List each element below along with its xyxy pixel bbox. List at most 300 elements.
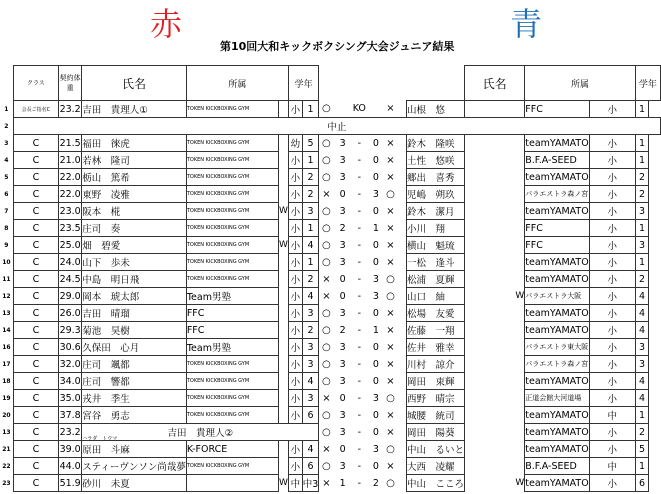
blue-fighter-affiliation: teamYAMATO bbox=[525, 135, 589, 152]
contract-weight: 37.8 bbox=[59, 407, 82, 424]
blue-school-year: 5 bbox=[635, 441, 649, 458]
blue-result-mark: × bbox=[386, 256, 395, 268]
contract-weight: 24.0 bbox=[59, 254, 82, 271]
col-header-blue-affiliation: 所属 bbox=[525, 66, 635, 101]
red-school-level: 小 bbox=[288, 339, 302, 356]
bout-number: 9 bbox=[4, 241, 9, 249]
bout-class: C bbox=[13, 458, 58, 475]
blue-fighter-affiliation: パラエストラ大阪 bbox=[525, 288, 589, 305]
contract-weight: 39.0 bbox=[59, 441, 82, 458]
blue-judge-score: 3 bbox=[372, 188, 379, 200]
contract-weight: 23.5 bbox=[59, 220, 82, 237]
bout-row bbox=[0, 237, 661, 254]
blue-result-mark: ○ bbox=[386, 392, 395, 404]
blue-result-mark: × bbox=[386, 409, 395, 421]
bout-class: C bbox=[13, 271, 58, 288]
bout-number: 6 bbox=[4, 190, 9, 198]
bout-row bbox=[0, 118, 661, 135]
bout-number: 11 bbox=[2, 275, 11, 283]
red-weight-mark: W bbox=[278, 478, 288, 488]
blue-fighter-affiliation: パラエストラ東大阪 bbox=[525, 339, 589, 356]
red-result-mark: ○ bbox=[322, 256, 331, 268]
bout-class: C bbox=[13, 169, 58, 186]
blue-judge-score bbox=[367, 101, 385, 118]
blue-judge-score: 0 bbox=[372, 239, 379, 251]
spacer bbox=[396, 407, 407, 424]
red-fighter-affiliation: TOKEN KICKBOXING GYM bbox=[186, 271, 278, 288]
blue-school-year: 2 bbox=[635, 186, 649, 203]
red-result-mark: ○ bbox=[322, 409, 331, 421]
blue-school-level: 小 bbox=[589, 339, 635, 356]
bout-row bbox=[0, 305, 661, 322]
blue-weight-mark bbox=[465, 356, 525, 373]
bout-result: - bbox=[357, 137, 361, 149]
blue-school-level: 小 bbox=[589, 152, 635, 169]
blue-school-level: 小 bbox=[589, 373, 635, 390]
contract-weight: 23.2 bbox=[59, 101, 82, 118]
blue-judge-score: 1 bbox=[372, 222, 379, 234]
blue-school-year: 2 bbox=[635, 169, 649, 186]
bout-number: 16 bbox=[2, 343, 11, 351]
blue-judge-score: 0 bbox=[372, 256, 379, 268]
bout-row bbox=[0, 373, 661, 390]
blue-fighter-name: 鈴木 潔月 bbox=[407, 203, 465, 220]
red-weight-mark bbox=[278, 356, 288, 373]
blue-judge-score: 2 bbox=[372, 477, 379, 489]
red-school-year: 3 bbox=[302, 339, 319, 356]
blue-school-level: 小 bbox=[589, 288, 635, 305]
red-fighter-affiliation: TOKEN KICKBOXING GYM bbox=[186, 407, 278, 424]
blue-school-year: 1 bbox=[635, 135, 649, 152]
red-fighter-name: 庄司 颯都 bbox=[82, 356, 187, 373]
blue-weight-mark bbox=[465, 322, 525, 339]
red-result-mark: × bbox=[322, 290, 331, 302]
blue-fighter-name: 松場 友愛 bbox=[407, 305, 465, 322]
blue-fighter-affiliation: B.F.A-SEED bbox=[525, 152, 589, 169]
blue-fighter-name: 鈴木 隆咲 bbox=[407, 135, 465, 152]
blue-fighter-name: 山口 紬 bbox=[407, 288, 465, 305]
blue-school-level: 小 bbox=[589, 237, 635, 254]
blue-fighter-name: 松浦 夏輝 bbox=[407, 271, 465, 288]
red-fighter-affiliation: TOKEN KICKBOXING GYM bbox=[186, 203, 278, 220]
red-weight-mark bbox=[278, 407, 288, 424]
bout-result: - bbox=[357, 426, 361, 438]
red-fighter-affiliation bbox=[186, 475, 278, 492]
red-judge-score: 0 bbox=[339, 443, 346, 455]
red-school-level: 小 bbox=[288, 458, 302, 475]
blue-weight-mark bbox=[465, 101, 525, 118]
spacer bbox=[396, 271, 407, 288]
blue-school-level: 小 bbox=[589, 101, 635, 118]
blue-result-mark: × bbox=[386, 239, 395, 251]
bout-row bbox=[0, 407, 661, 424]
red-fighter-affiliation: FFC bbox=[186, 305, 278, 322]
col-header-red-grade: 学年 bbox=[288, 66, 318, 101]
red-judge-score: 3 bbox=[339, 239, 346, 251]
blue-school-year: 2 bbox=[635, 271, 649, 288]
blue-fighter-affiliation: teamYAMATO bbox=[525, 254, 589, 271]
red-school-level: 小 bbox=[288, 169, 302, 186]
red-judge-score: 3 bbox=[339, 375, 346, 387]
blue-result-mark: × bbox=[386, 324, 395, 336]
bout-row bbox=[0, 101, 661, 118]
blue-school-level: 中 bbox=[589, 458, 635, 475]
bout-result: - bbox=[357, 477, 361, 489]
blue-fighter-affiliation: FFC bbox=[525, 237, 589, 254]
red-weight-mark bbox=[278, 441, 288, 458]
blue-school-level: 小 bbox=[589, 441, 635, 458]
bout-result: - bbox=[357, 324, 361, 336]
blue-school-level: 小 bbox=[589, 169, 635, 186]
red-judge-score: 0 bbox=[339, 392, 346, 404]
blue-weight-mark bbox=[465, 186, 525, 203]
blue-fighter-name: 土性 悠咲 bbox=[407, 152, 465, 169]
bout-row bbox=[0, 390, 661, 407]
red-result-mark: × bbox=[322, 273, 331, 285]
blue-school-level: 小 bbox=[589, 356, 635, 373]
red-weight-mark bbox=[278, 322, 288, 339]
red-fighter-name: 岡本 琥太郎 bbox=[82, 288, 187, 305]
blue-fighter-name: 中山 るいと bbox=[407, 441, 465, 458]
red-result-mark: ○ bbox=[322, 375, 331, 387]
red-fighter-name: 山下 歩未 bbox=[82, 254, 187, 271]
contract-weight: 23.0 bbox=[59, 203, 82, 220]
spacer bbox=[396, 475, 407, 492]
red-school-level: 幼 bbox=[288, 135, 302, 152]
bout-result: - bbox=[357, 409, 361, 421]
red-result-mark: × bbox=[322, 443, 331, 455]
bout-class: C bbox=[13, 407, 58, 424]
bout-number: 3 bbox=[4, 139, 9, 147]
blue-school-year: 4 bbox=[635, 305, 649, 322]
blue-fighter-name: 佐藤 一翔 bbox=[407, 322, 465, 339]
bout-number: 13 bbox=[2, 428, 11, 436]
blue-result-mark: ○ bbox=[386, 290, 395, 302]
blue-judge-score: 3 bbox=[372, 392, 379, 404]
contract-weight: 30.6 bbox=[59, 339, 82, 356]
blue-fighter-name: 川村 諒介 bbox=[407, 356, 465, 373]
bout-number: 12 bbox=[2, 292, 11, 300]
blue-fighter-name: 大西 凌耀 bbox=[407, 458, 465, 475]
spacer bbox=[396, 169, 407, 186]
red-fighter-affiliation: K-FORCE bbox=[186, 441, 278, 458]
spacer bbox=[396, 220, 407, 237]
spacer bbox=[396, 424, 407, 441]
bout-result: - bbox=[357, 239, 361, 251]
blue-school-year: 3 bbox=[635, 356, 649, 373]
red-judge-score: 3 bbox=[339, 341, 346, 353]
red-result-mark: ○ bbox=[322, 239, 331, 251]
red-result-mark: ○ bbox=[322, 137, 331, 149]
bout-class: 会長ご指名C bbox=[13, 101, 58, 118]
contract-weight: 26.0 bbox=[59, 305, 82, 322]
bout-number: 1 bbox=[4, 105, 9, 113]
blue-weight-mark bbox=[465, 373, 525, 390]
blue-fighter-name: 岡田 陽葵 bbox=[407, 424, 465, 441]
bout-number: 8 bbox=[4, 224, 9, 232]
red-judge-score: 2 bbox=[339, 222, 346, 234]
spacer bbox=[396, 390, 407, 407]
blue-weight-mark bbox=[465, 254, 525, 271]
red-school-year: 3 bbox=[302, 203, 319, 220]
blue-weight-mark: W bbox=[515, 291, 525, 301]
blue-school-year: 1 bbox=[635, 458, 649, 475]
bout-number: 17 bbox=[2, 360, 11, 368]
red-weight-mark bbox=[278, 101, 288, 118]
red-result-mark: ○ bbox=[322, 426, 331, 438]
bout-number: 18 bbox=[2, 377, 11, 385]
col-header-weight: 契約体重 bbox=[59, 66, 82, 101]
red-weight-mark bbox=[278, 220, 288, 237]
red-school-year: 3 bbox=[302, 356, 319, 373]
bout-class: C bbox=[13, 186, 58, 203]
red-school-level: 小 bbox=[288, 441, 302, 458]
red-school-year: 4 bbox=[302, 441, 319, 458]
blue-result-mark: × bbox=[386, 137, 395, 149]
bout-class: C bbox=[13, 390, 58, 407]
red-judge-score: 0 bbox=[339, 273, 346, 285]
bout-class: C bbox=[13, 305, 58, 322]
bout-result: - bbox=[357, 256, 361, 268]
blue-school-year: 1 bbox=[635, 152, 649, 169]
blue-weight-mark: W bbox=[515, 478, 525, 488]
bout-class: C bbox=[13, 339, 58, 356]
blue-school-year: 6 bbox=[635, 475, 649, 492]
red-fighter-name: 久保田 心月 bbox=[82, 339, 187, 356]
red-judge-score: 0 bbox=[339, 188, 346, 200]
blue-judge-score: 3 bbox=[372, 273, 379, 285]
red-school-level: 小 bbox=[288, 305, 302, 322]
spacer bbox=[396, 186, 407, 203]
bout-number: 22 bbox=[2, 462, 11, 470]
blue-fighter-affiliation: 正道会館大河道場 bbox=[525, 390, 589, 407]
bout-row bbox=[0, 152, 661, 169]
red-fighter-name: スティーヴンソン尚哉夢 bbox=[82, 458, 187, 475]
red-result-mark: ○ bbox=[322, 307, 331, 319]
red-fighter-name: 中島 明日飛 bbox=[82, 271, 187, 288]
bout-number: 21 bbox=[2, 445, 11, 453]
blue-fighter-affiliation: teamYAMATO bbox=[525, 271, 589, 288]
red-fighter-name bbox=[82, 436, 187, 458]
blue-judge-score: 0 bbox=[372, 358, 379, 370]
red-school-level: 小 bbox=[288, 390, 302, 407]
red-result-mark: ○ bbox=[322, 205, 331, 217]
red-weight-mark bbox=[278, 271, 288, 288]
red-fighter-name: 吉田 晴瑠 bbox=[82, 305, 187, 322]
red-school-level: 小 bbox=[288, 373, 302, 390]
bout-number: 7 bbox=[4, 207, 9, 215]
blue-weight-mark bbox=[465, 458, 525, 475]
blue-weight-mark bbox=[465, 271, 525, 288]
red-school-level: 小 bbox=[288, 203, 302, 220]
blue-fighter-affiliation: teamYAMATO bbox=[525, 475, 589, 492]
bout-row bbox=[0, 254, 661, 271]
blue-fighter-name: 一松 逢斗 bbox=[407, 254, 465, 271]
red-fighter-affiliation: TOKEN KICKBOXING GYM bbox=[186, 356, 278, 373]
blue-fighter-name: 岡田 束輝 bbox=[407, 373, 465, 390]
blue-result-mark: × bbox=[386, 205, 395, 217]
blue-judge-score: 0 bbox=[372, 409, 379, 421]
blue-weight-mark bbox=[465, 305, 525, 322]
contract-weight: 29.0 bbox=[59, 288, 82, 305]
spacer bbox=[396, 203, 407, 220]
red-judge-score: 3 bbox=[339, 171, 346, 183]
red-fighter-name: 東野 凌雅 bbox=[82, 186, 187, 203]
blue-school-level: 小 bbox=[589, 305, 635, 322]
bout-class: C bbox=[13, 441, 58, 458]
bout-class: C bbox=[13, 424, 58, 441]
bout-result: - bbox=[357, 443, 361, 455]
red-school-level: 小 bbox=[288, 407, 302, 424]
red-school-year: 2 bbox=[302, 186, 319, 203]
bout-class: C bbox=[13, 254, 58, 271]
bout-class: C bbox=[13, 152, 58, 169]
red-school-year: 5 bbox=[302, 135, 319, 152]
blue-result-mark: ○ bbox=[386, 273, 395, 285]
spacer bbox=[396, 441, 407, 458]
blue-fighter-affiliation: パラエストラ森ノ宮 bbox=[525, 356, 589, 373]
red-judge-score bbox=[333, 101, 351, 118]
bout-number: 19 bbox=[2, 394, 11, 402]
red-judge-score: 3 bbox=[339, 409, 346, 421]
red-school-year: 1 bbox=[302, 254, 319, 271]
blue-school-level: 小 bbox=[589, 475, 635, 492]
red-weight-mark bbox=[278, 305, 288, 322]
red-school-year: 1 bbox=[302, 152, 319, 169]
blue-fighter-name: 城腰 統司 bbox=[407, 407, 465, 424]
blue-weight-mark bbox=[465, 220, 525, 237]
red-weight-mark bbox=[278, 135, 288, 152]
red-school-level: 小 bbox=[288, 186, 302, 203]
red-result-mark: ○ bbox=[322, 103, 331, 115]
blue-result-mark: ○ bbox=[386, 477, 395, 489]
bout-row bbox=[0, 458, 661, 475]
blue-school-year: 1 bbox=[635, 220, 649, 237]
bout-number: 4 bbox=[4, 156, 9, 164]
blue-weight-mark bbox=[465, 441, 525, 458]
red-fighter-name-text: 原田 斗麻 bbox=[82, 445, 130, 456]
red-school-level: 小 bbox=[288, 152, 302, 169]
blue-fighter-affiliation: teamYAMATO bbox=[525, 203, 589, 220]
red-weight-mark bbox=[278, 186, 288, 203]
blue-school-year: 3 bbox=[635, 237, 649, 254]
contract-weight: 44.0 bbox=[59, 458, 82, 475]
spacer bbox=[396, 458, 407, 475]
bout-class: C bbox=[13, 356, 58, 373]
blue-fighter-name: 児嶋 朔玖 bbox=[407, 186, 465, 203]
red-result-mark: ○ bbox=[322, 171, 331, 183]
bout-row bbox=[0, 288, 661, 305]
blue-school-level: 小 bbox=[589, 203, 635, 220]
spacer bbox=[396, 101, 407, 118]
blue-weight-mark bbox=[465, 203, 525, 220]
red-fighter-affiliation: TOKEN KICKBOXING GYM bbox=[186, 390, 278, 407]
page-title: 第10回大和キックボクシング大会ジュニア結果 bbox=[220, 40, 455, 53]
red-fighter-affiliation: TOKEN KICKBOXING GYM bbox=[186, 458, 278, 475]
red-school-year: 4 bbox=[302, 288, 319, 305]
contract-weight: 29.3 bbox=[59, 322, 82, 339]
blue-fighter-affiliation: パラエストラ森ノ宮 bbox=[525, 186, 589, 203]
blue-judge-score: 1 bbox=[372, 324, 379, 336]
bout-class: C bbox=[13, 203, 58, 220]
red-judge-score: 3 bbox=[339, 358, 346, 370]
blue-school-level: 小 bbox=[589, 220, 635, 237]
bout-result: - bbox=[357, 290, 361, 302]
bout-result: - bbox=[357, 188, 361, 200]
bout-result: - bbox=[357, 392, 361, 404]
bout-class: C bbox=[13, 475, 58, 492]
bout-row bbox=[0, 322, 661, 339]
blue-fighter-affiliation: teamYAMATO bbox=[525, 305, 589, 322]
blue-fighter-name: 中山 こころ bbox=[407, 475, 465, 492]
bout-number: 10 bbox=[2, 258, 11, 266]
blue-result-mark: × bbox=[386, 222, 395, 234]
contract-weight: 34.0 bbox=[59, 373, 82, 390]
col-header-blue-grade: 学年 bbox=[635, 66, 660, 101]
red-fighter-name: 若林 隆司 bbox=[82, 152, 187, 169]
red-school-year: 3 bbox=[302, 305, 319, 322]
blue-weight-mark bbox=[465, 407, 525, 424]
red-school-year: 4 bbox=[302, 237, 319, 254]
bout-number: 23 bbox=[2, 479, 11, 487]
bout-class: C bbox=[13, 288, 58, 305]
red-fighter-affiliation: TOKEN KICKBOXING GYM bbox=[186, 373, 278, 390]
bout-row bbox=[0, 441, 661, 458]
contract-weight: 51.9 bbox=[59, 475, 82, 492]
red-fighter-name: 宮谷 勇志 bbox=[82, 407, 187, 424]
red-fighter-name: 畑 碧愛 bbox=[82, 237, 187, 254]
red-fighter-name: 吉田 貴理人① bbox=[82, 101, 187, 118]
red-result-mark: × bbox=[322, 477, 331, 489]
contract-weight: 35.0 bbox=[59, 390, 82, 407]
bout-result: - bbox=[357, 273, 361, 285]
red-result-mark: ○ bbox=[322, 324, 331, 336]
blue-fighter-name: 佐井 雅幸 bbox=[407, 339, 465, 356]
blue-school-year: 4 bbox=[635, 373, 649, 390]
spacer bbox=[396, 356, 407, 373]
blue-fighter-name: 小川 翔 bbox=[407, 220, 465, 237]
red-judge-score: 3 bbox=[339, 256, 346, 268]
spacer bbox=[396, 305, 407, 322]
blue-result-mark: ○ bbox=[386, 188, 395, 200]
red-school-year: 1 bbox=[302, 220, 319, 237]
blue-result-mark: × bbox=[386, 426, 395, 438]
blue-school-level: 小 bbox=[589, 186, 635, 203]
bout-class: C bbox=[13, 373, 58, 390]
blue-school-year: 4 bbox=[635, 322, 649, 339]
bout-number: 14 bbox=[2, 326, 11, 334]
blue-school-year: 3 bbox=[635, 339, 649, 356]
red-result-mark: ○ bbox=[322, 341, 331, 353]
red-judge-score: 0 bbox=[339, 290, 346, 302]
col-header-red-name: 氏名 bbox=[82, 66, 187, 101]
red-fighter-affiliation: TOKEN KICKBOXING GYM bbox=[186, 152, 278, 169]
red-school-year: 2 bbox=[302, 169, 319, 186]
red-judge-score: 3 bbox=[339, 426, 346, 438]
blue-judge-score: 0 bbox=[372, 154, 379, 166]
red-fighter-affiliation: TOKEN KICKBOXING GYM bbox=[186, 135, 278, 152]
red-school-level: 小 bbox=[288, 356, 302, 373]
blue-result-mark: × bbox=[386, 358, 395, 370]
col-header-class: クラス bbox=[13, 66, 58, 101]
blue-weight-mark bbox=[465, 237, 525, 254]
bout-row bbox=[0, 475, 661, 492]
contract-weight: 21.5 bbox=[59, 135, 82, 152]
blue-result-mark: × bbox=[386, 375, 395, 387]
red-judge-score: 3 bbox=[339, 307, 346, 319]
red-weight-mark bbox=[278, 390, 288, 407]
blue-school-year: 2 bbox=[635, 424, 649, 441]
